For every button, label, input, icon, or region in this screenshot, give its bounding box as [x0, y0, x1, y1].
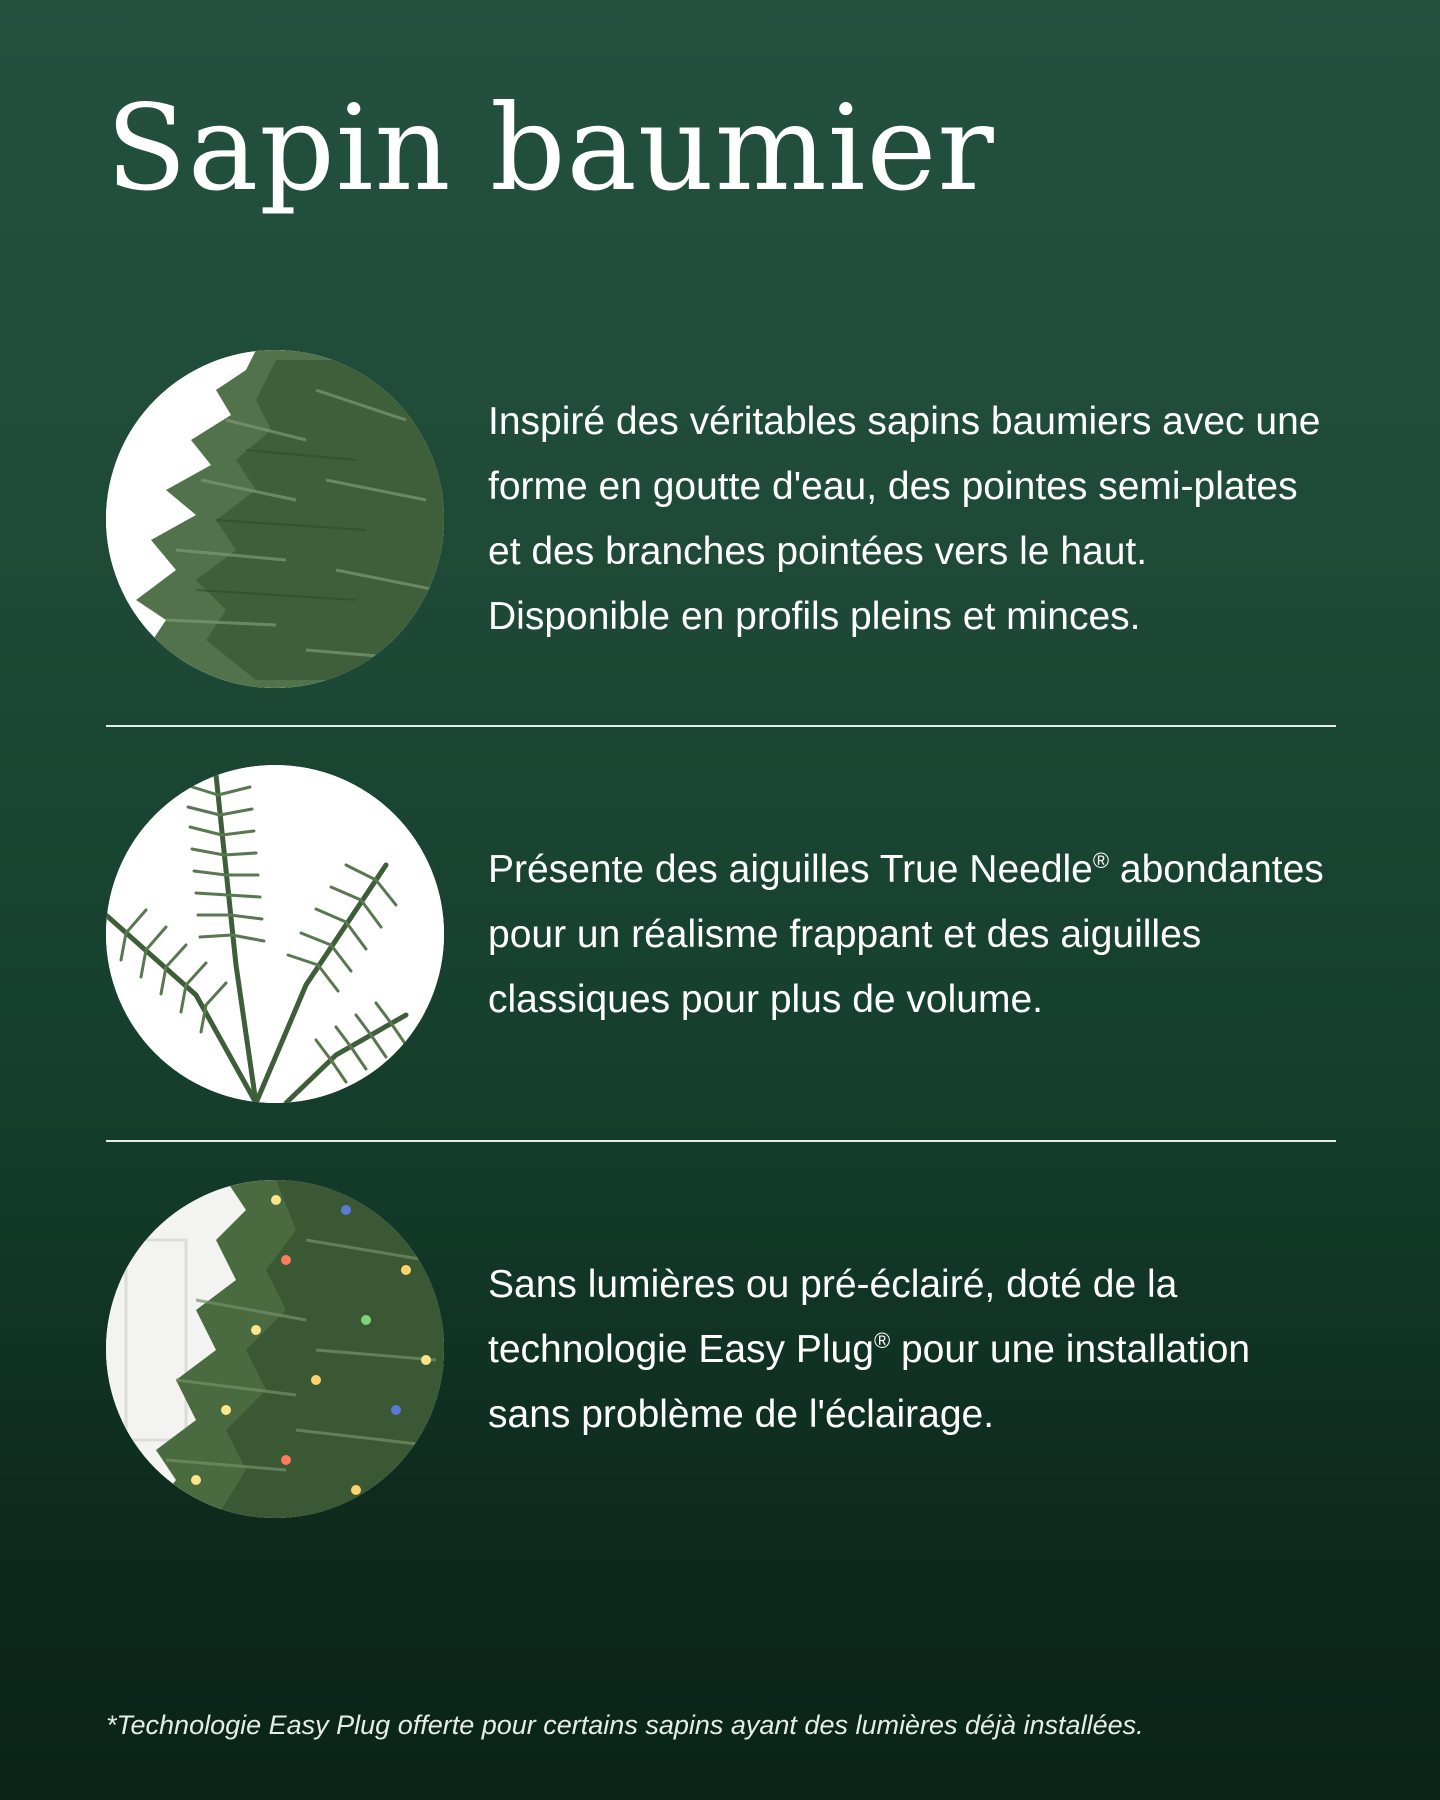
feature-description [488, 350, 1338, 688]
feature-item-needles [106, 765, 1336, 1105]
prelit-tree-lights-photo-icon [106, 1180, 444, 1518]
feature-text-main: Présente des aiguilles True Needle [488, 847, 1093, 891]
registered-mark: ® [873, 1327, 891, 1353]
registered-mark: ® [1092, 847, 1110, 873]
section-divider [106, 725, 1336, 727]
feature-description [488, 1180, 1338, 1518]
feature-text: Inspiré des véritables sapins baumiers avec une forme en goutte d'eau, des pointes semi-plates et des branches pointées vers le haut. Disponible en profils pleins et minces. [488, 400, 1321, 638]
section-divider [106, 1140, 1336, 1142]
footnote: *Technologie Easy Plug offerte pour certains sapins ayant des lumières déjà installées. [106, 1710, 1144, 1740]
page-title: Sapin baumier [106, 79, 995, 217]
feature-text [488, 837, 1338, 1032]
fir-branch-needles-photo-icon [106, 765, 444, 1103]
feature-text-main: Sans lumières ou pré-éclairé, doté de la technologie Easy Plug [488, 1262, 1178, 1371]
feature-text [488, 1252, 1338, 1447]
feature-item-lighting [106, 1180, 1336, 1520]
feature-text-rest: pour une installation sans problème de l'éclairage. [488, 1327, 1251, 1436]
fir-tree-silhouette-photo-icon [106, 350, 444, 688]
feature-item-tree-shape [106, 350, 1336, 690]
feature-text-rest: abondantes pour un réalisme frappant et des aiguilles classiques pour plus de volume. [488, 847, 1324, 1021]
feature-description [488, 765, 1338, 1103]
